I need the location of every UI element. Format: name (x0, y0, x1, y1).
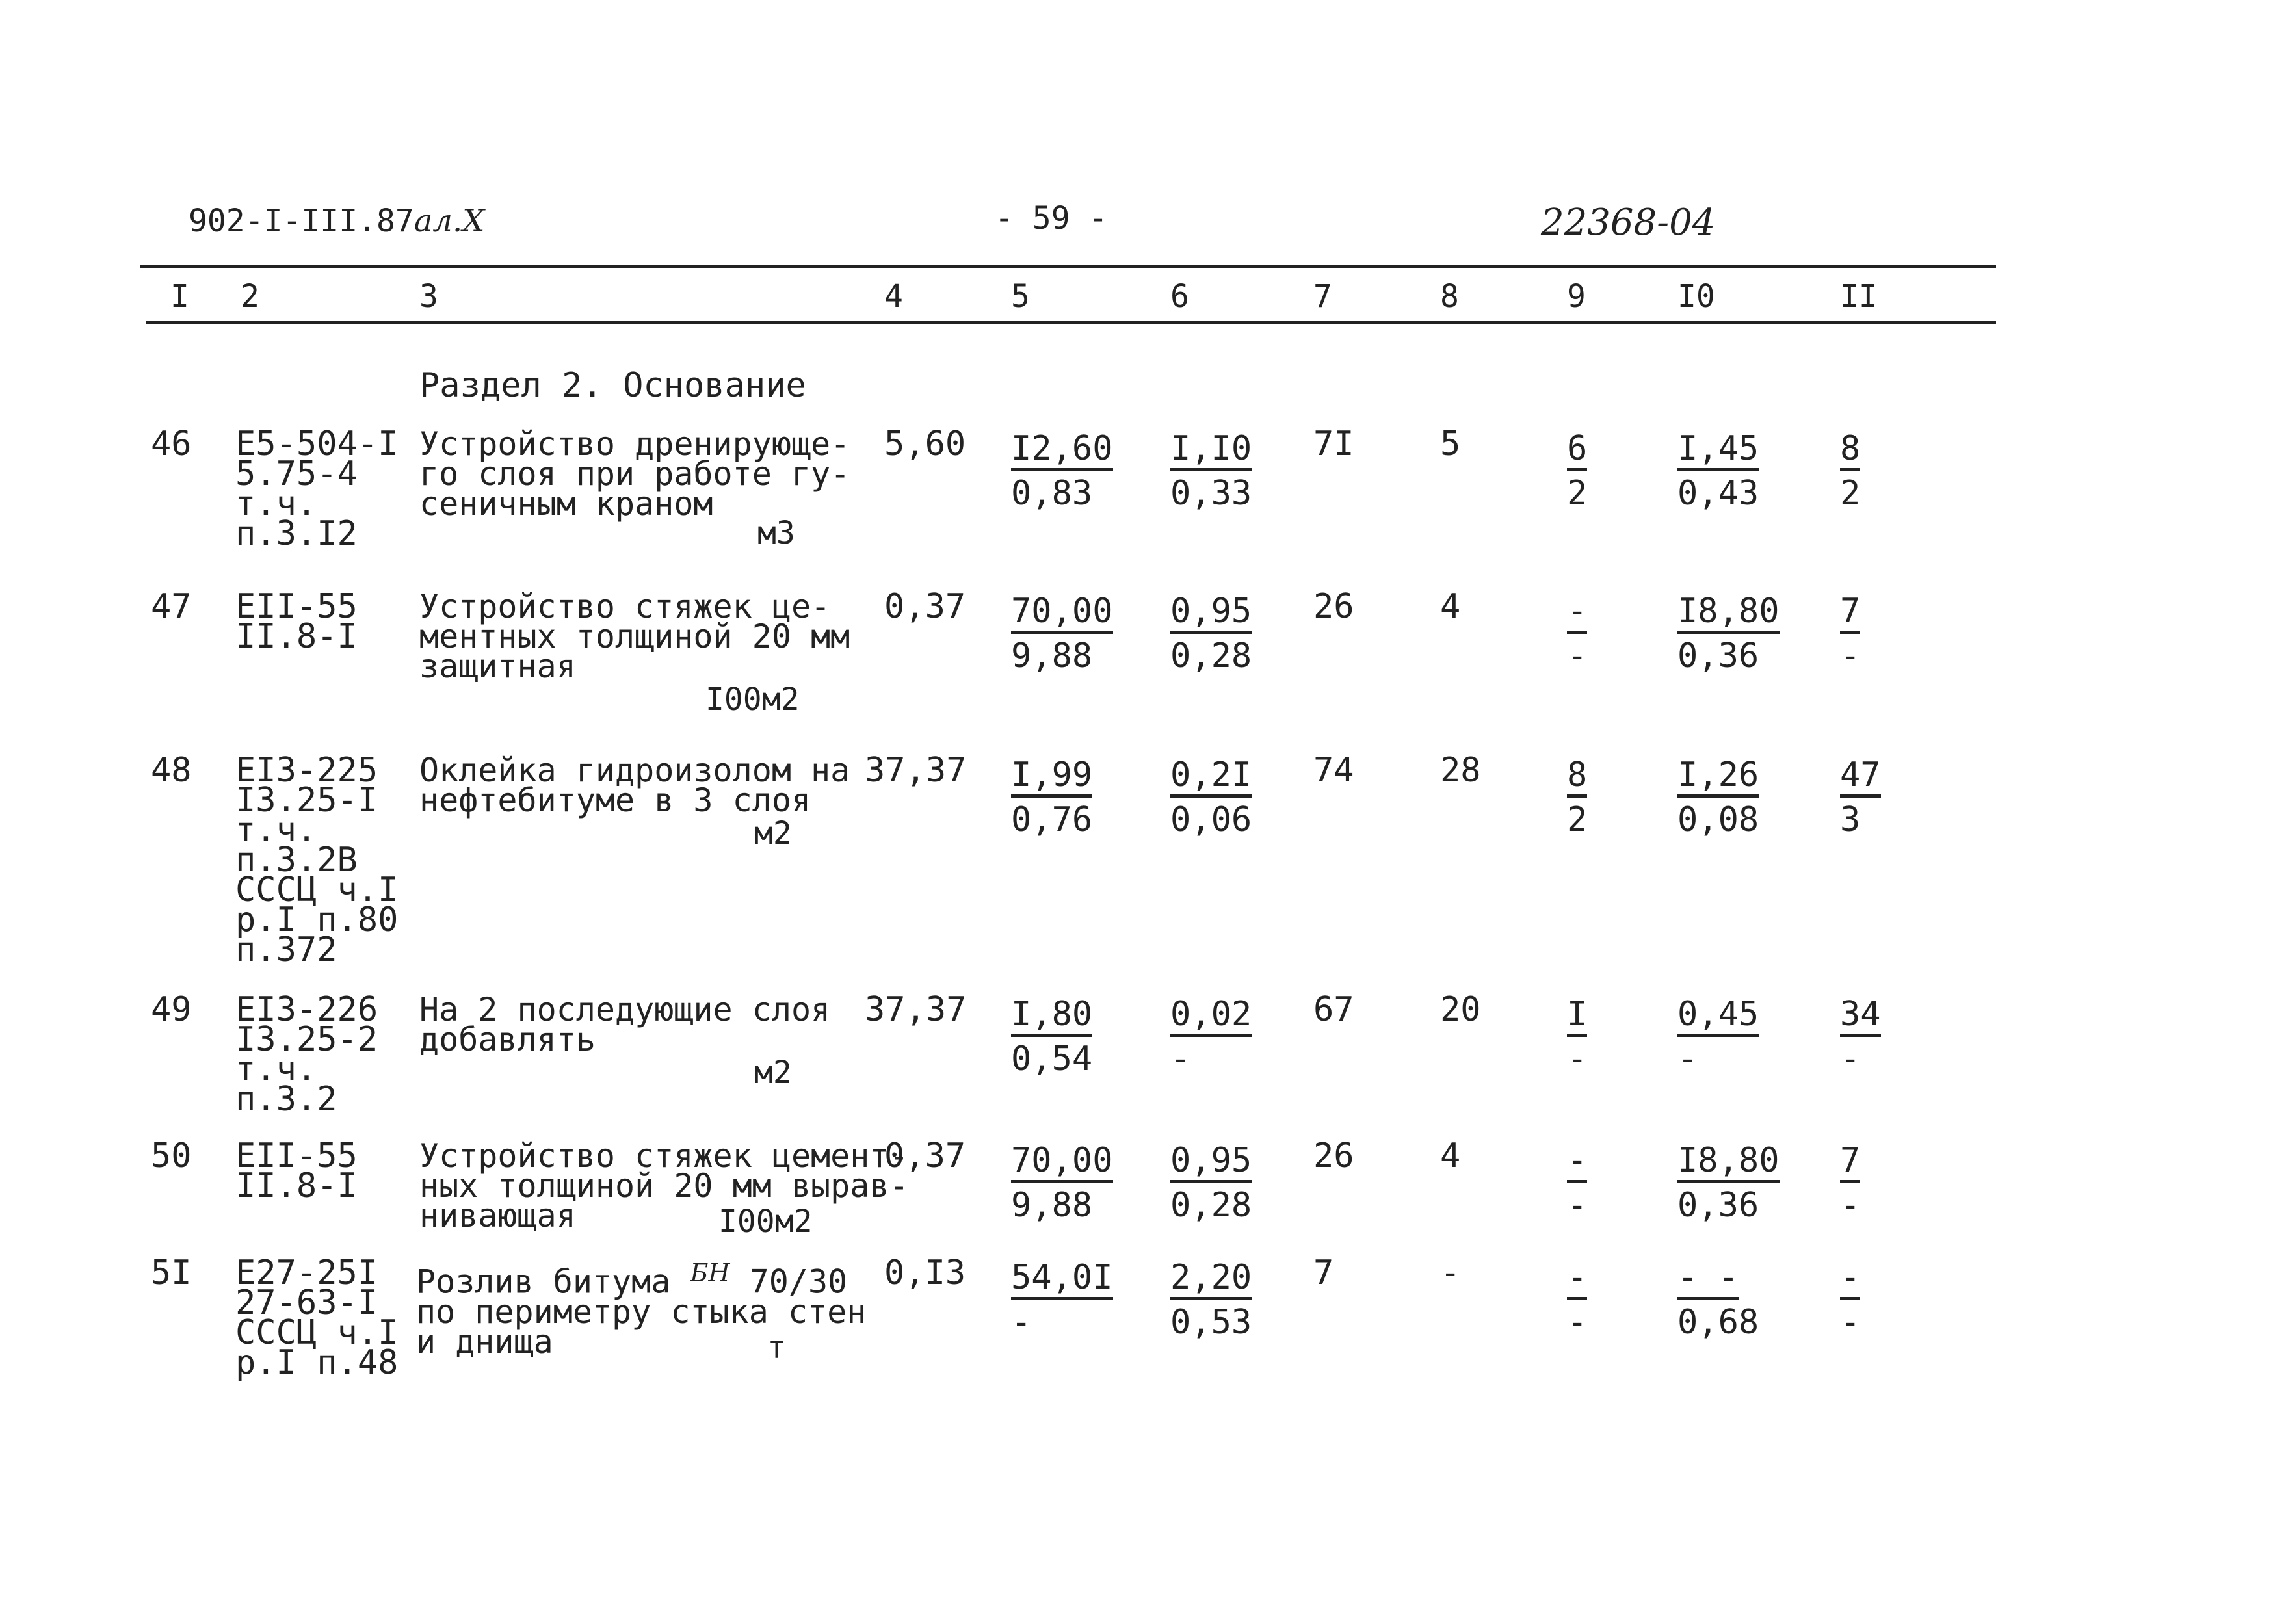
col5-value-denominator: 0,83 (1011, 474, 1093, 513)
col9-value (1567, 1141, 1587, 1224)
col6-value-denominator: 0,28 (1170, 1186, 1252, 1225)
col9-value-numerator: I (1567, 997, 1587, 1037)
col6-value-numerator: 0,02 (1170, 997, 1252, 1037)
col8-value: 5 (1440, 425, 1461, 464)
work-description: На 2 последующие слоя добавлять (419, 991, 831, 1058)
col8-value: 4 (1440, 1136, 1461, 1175)
work-description-rest: по периметру стыка стен и днища (416, 1292, 867, 1361)
column-header-2: 2 (241, 278, 259, 315)
col9-value-denominator: - (1567, 1040, 1588, 1079)
row-number: 48 (151, 751, 192, 790)
quantity: 37,37 (865, 751, 967, 790)
col6-value (1170, 1258, 1252, 1341)
handwritten-grade: БН (690, 1259, 730, 1287)
norm-code: ЕI3-225 I3.25-I т.ч. п.3.2В СССЦ ч.I р.I п.80 п.372 (235, 751, 399, 969)
section-title: Раздел 2. Основание (419, 366, 806, 405)
col9-value (1567, 995, 1587, 1077)
col7-value: 26 (1313, 587, 1354, 626)
norm-code: Е5-504-I 5.75-4 т.ч. п.3.I2 (235, 425, 399, 553)
col5-value-numerator: 70,00 (1011, 1144, 1113, 1183)
column-header-11: II (1840, 278, 1878, 315)
norm-code: ЕII-55 II.8-I (235, 587, 358, 656)
col10-value (1677, 1258, 1759, 1341)
col7-value: 7 (1313, 1253, 1334, 1292)
work-description: Оклейка гидроизолом на нефтебитуме в 3 слоя (419, 752, 850, 819)
col10-value (1677, 429, 1759, 512)
doc-suffix-handwritten: ал.X (414, 203, 485, 239)
col6-value-denominator: - (1170, 1040, 1191, 1079)
col5-value (1011, 995, 1092, 1077)
col10-value-numerator: - - (1677, 1261, 1739, 1300)
unit-of-measure: I00м2 (705, 681, 800, 718)
col9-value (1567, 1258, 1587, 1341)
work-description-line-1: Розлив битума (416, 1263, 671, 1301)
col10-value-numerator: I8,80 (1677, 1144, 1780, 1183)
header-bottom-rule (146, 321, 1996, 324)
col5-value (1011, 1258, 1113, 1341)
column-header-4: 4 (884, 278, 903, 315)
col6-value-numerator: 0,95 (1170, 594, 1252, 634)
col6-value (1170, 592, 1252, 674)
norm-code: Е27-25I 27-63-I СССЦ ч.I р.I п.48 (235, 1253, 399, 1382)
col9-value-denominator: - (1567, 1186, 1588, 1225)
col10-value (1677, 995, 1759, 1077)
col6-value (1170, 755, 1252, 838)
row-number: 46 (151, 425, 192, 464)
grade-value: 70/30 (749, 1263, 848, 1301)
col5-value-denominator: 9,88 (1011, 636, 1093, 675)
quantity: 37,37 (865, 990, 967, 1029)
col10-value-numerator: 0,45 (1677, 997, 1759, 1037)
col10-value-denominator: - (1677, 1040, 1698, 1079)
col11-value (1840, 1141, 1860, 1224)
work-description: Устройство стяжек цемент- ных толщиной 20 мм вырав- нивающая (419, 1137, 909, 1235)
col8-value: 28 (1440, 751, 1481, 790)
col6-value-denominator: 0,28 (1170, 636, 1252, 675)
col8-value: - (1440, 1253, 1461, 1292)
unit-of-measure: м2 (754, 815, 792, 852)
col7-value: 74 (1313, 751, 1354, 790)
col5-value-denominator: 9,88 (1011, 1186, 1093, 1225)
col9-value-numerator: - (1567, 1144, 1587, 1183)
work-description (416, 1258, 867, 1361)
col9-value-denominator: - (1567, 1303, 1588, 1342)
col7-value: 67 (1313, 990, 1354, 1029)
col9-value-numerator: 6 (1567, 432, 1587, 471)
col10-value-denominator: 0,36 (1677, 636, 1759, 675)
col9-value-denominator: - (1567, 636, 1588, 675)
col8-value: 20 (1440, 990, 1481, 1029)
col11-value-denominator: - (1840, 1303, 1861, 1342)
col6-value (1170, 429, 1252, 512)
column-header-9: 9 (1567, 278, 1586, 315)
col5-value (1011, 755, 1092, 838)
col10-value-denominator: 0,68 (1677, 1303, 1759, 1342)
col11-value-denominator: - (1840, 1040, 1861, 1079)
col6-value-denominator: 0,06 (1170, 800, 1252, 839)
col5-value-numerator: I,99 (1011, 758, 1092, 798)
page-number: - 59 - (995, 200, 1108, 237)
col6-value-numerator: 0,95 (1170, 1144, 1252, 1183)
quantity: 0,I3 (884, 1253, 966, 1292)
col6-value-denominator: 0,33 (1170, 474, 1252, 513)
unit-of-measure: I00м2 (718, 1203, 813, 1240)
work-description: Устройство стяжек це- ментных толщиной 20 мм защитная (419, 588, 850, 685)
col10-value (1677, 592, 1780, 674)
col11-value-numerator: - (1840, 1261, 1860, 1300)
col10-value (1677, 755, 1759, 838)
col11-value-denominator: 2 (1840, 474, 1861, 513)
row-number: 5I (151, 1253, 192, 1292)
col6-value-numerator: 2,20 (1170, 1261, 1252, 1300)
col11-value-numerator: 7 (1840, 1144, 1860, 1183)
column-header-3: 3 (419, 278, 438, 315)
doc-code-text: 902-I-III.87 (189, 203, 414, 239)
col10-value-denominator: 0,43 (1677, 474, 1759, 513)
col6-value-numerator: I,I0 (1170, 432, 1252, 471)
unit-of-measure: т (767, 1329, 786, 1366)
col11-value-numerator: 34 (1840, 997, 1881, 1037)
column-header-6: 6 (1170, 278, 1189, 315)
quantity: 0,37 (884, 1136, 966, 1175)
col5-value-denominator: 0,76 (1011, 800, 1093, 839)
column-header-5: 5 (1011, 278, 1030, 315)
col11-value (1840, 755, 1881, 838)
row-number: 49 (151, 990, 192, 1029)
quantity: 0,37 (884, 587, 966, 626)
col8-value: 4 (1440, 587, 1461, 626)
col5-value-numerator: I2,60 (1011, 432, 1113, 471)
col5-value-numerator: 70,00 (1011, 594, 1113, 634)
col9-value-numerator: - (1567, 1261, 1587, 1300)
quantity: 5,60 (884, 425, 966, 464)
unit-of-measure: м3 (757, 515, 795, 551)
col11-value-numerator: 7 (1840, 594, 1860, 634)
work-description: Устройство дренирующе- го слоя при работе гу- сеничным краном (419, 425, 850, 523)
stamp-number: 22368-04 (1541, 202, 1716, 244)
col5-value-numerator: 54,0I (1011, 1261, 1113, 1300)
col9-value-numerator: - (1567, 594, 1587, 634)
col11-value-denominator: 3 (1840, 800, 1861, 839)
col7-value: 26 (1313, 1136, 1354, 1175)
col10-value (1677, 1141, 1780, 1224)
col6-value-numerator: 0,2I (1170, 758, 1252, 798)
col9-value (1567, 592, 1587, 674)
col11-value (1840, 1258, 1860, 1341)
col5-value-denominator: 0,54 (1011, 1040, 1093, 1079)
column-header-7: 7 (1313, 278, 1332, 315)
norm-code: ЕI3-226 I3.25-2 т.ч. п.3.2 (235, 990, 378, 1119)
col5-value (1011, 1141, 1113, 1224)
row-number: 50 (151, 1136, 192, 1175)
column-header-10: I0 (1677, 278, 1715, 315)
col11-value (1840, 995, 1881, 1077)
col9-value-denominator: 2 (1567, 800, 1588, 839)
col10-value-denominator: 0,08 (1677, 800, 1759, 839)
col6-value (1170, 1141, 1252, 1224)
col6-value-denominator: 0,53 (1170, 1303, 1252, 1342)
top-rule (140, 265, 1996, 268)
col9-value (1567, 755, 1587, 838)
col9-value (1567, 429, 1587, 512)
document-code (189, 203, 484, 239)
column-header-1: I (170, 278, 189, 315)
col9-value-denominator: 2 (1567, 474, 1588, 513)
col6-value (1170, 995, 1252, 1077)
col11-value (1840, 429, 1860, 512)
col5-value (1011, 592, 1113, 674)
column-header-8: 8 (1440, 278, 1459, 315)
col11-value-denominator: - (1840, 636, 1861, 675)
col7-value: 7I (1313, 425, 1354, 464)
col10-value-numerator: I,26 (1677, 758, 1759, 798)
col10-value-denominator: 0,36 (1677, 1186, 1759, 1225)
col5-value-denominator: - (1011, 1303, 1032, 1342)
col9-value-numerator: 8 (1567, 758, 1587, 798)
col5-value (1011, 429, 1113, 512)
col10-value-numerator: I8,80 (1677, 594, 1780, 634)
col11-value-numerator: 8 (1840, 432, 1860, 471)
col11-value-numerator: 47 (1840, 758, 1881, 798)
row-number: 47 (151, 587, 192, 626)
col11-value (1840, 592, 1860, 674)
norm-code: ЕII-55 II.8-I (235, 1136, 358, 1205)
col5-value-numerator: I,80 (1011, 997, 1092, 1037)
col11-value-denominator: - (1840, 1186, 1861, 1225)
col10-value-numerator: I,45 (1677, 432, 1759, 471)
unit-of-measure: м2 (754, 1054, 792, 1091)
